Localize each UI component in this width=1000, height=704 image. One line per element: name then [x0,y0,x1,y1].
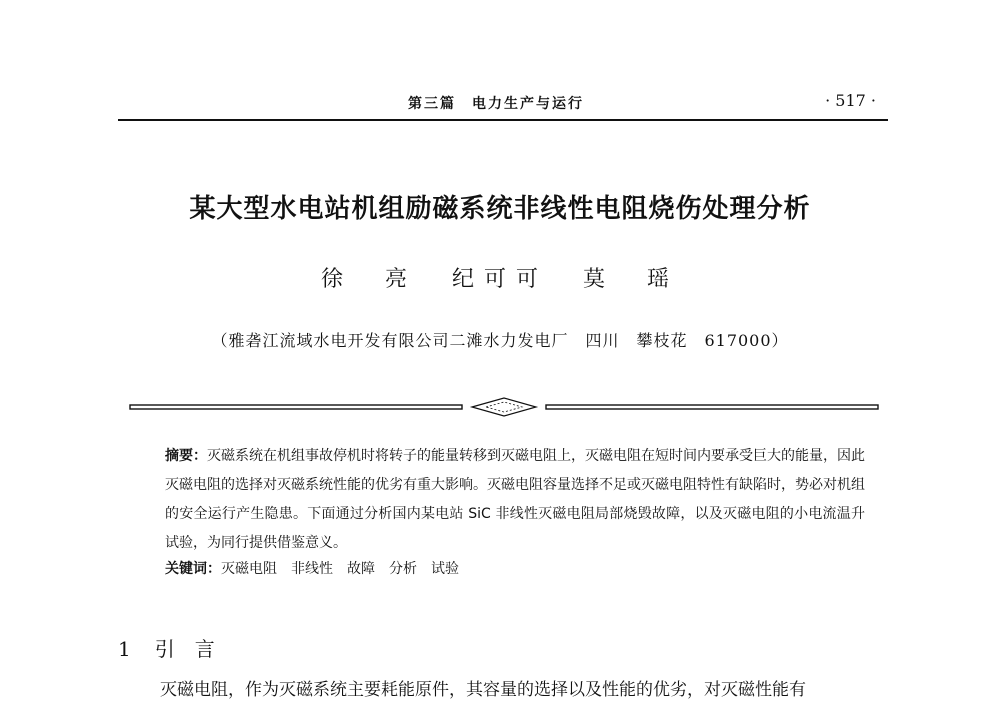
keyword: 非线性 [291,561,333,577]
author-name: 纪可可 [451,267,548,292]
section-number: 1 [118,637,131,661]
keyword: 灭磁电阻 [221,561,277,577]
keywords-label: 关键词： [165,561,221,577]
author-name: 莫 瑶 [583,267,680,292]
article-title: 某大型水电站机组励磁系统非线性电阻烧伤处理分析 [189,194,811,224]
abstract-text: 灭磁系统在机组事故停机时将转子的能量转移到灭磁电阻上，灭磁电阻在短时间内要承受巨大的能量，因此灭磁电阻的选择对灭磁系统性能的优劣有重大影响。灭磁电阻容量选择不足或灭磁电阻特性有缺陷时，势必对机组的安全运行产生隐患。下面通过分析国内某电站 SiC 非线性灭磁电阻局部烧毁故障，以及灭磁电阻的小电流温升试验，为同行提供借鉴意义。 [165,448,865,551]
keyword: 分析 [389,561,417,577]
body-paragraph: 灭磁电阻，作为灭磁系统主要耗能原件，其容量的选择以及性能的优劣，对灭磁性能有 [160,680,806,700]
section-title: 引言 [154,637,235,661]
keyword: 故障 [347,561,375,577]
ornamental-divider [128,397,880,417]
header-rule [118,119,888,121]
keyword: 试验 [431,561,459,577]
section-heading [118,633,235,662]
running-header [118,91,888,121]
author-name: 徐 亮 [320,267,417,292]
page-number: · 517 · [825,91,876,110]
keywords-line [165,558,865,578]
author-affiliation: （雅砻江流域水电开发有限公司二滩水力发电厂 四川 攀枝花 617000） [211,331,789,350]
abstract-block [165,442,865,558]
author-list [0,262,1000,293]
abstract-label: 摘要： [165,448,207,464]
running-header-section: 第三篇 电力生产与运行 [408,96,584,112]
